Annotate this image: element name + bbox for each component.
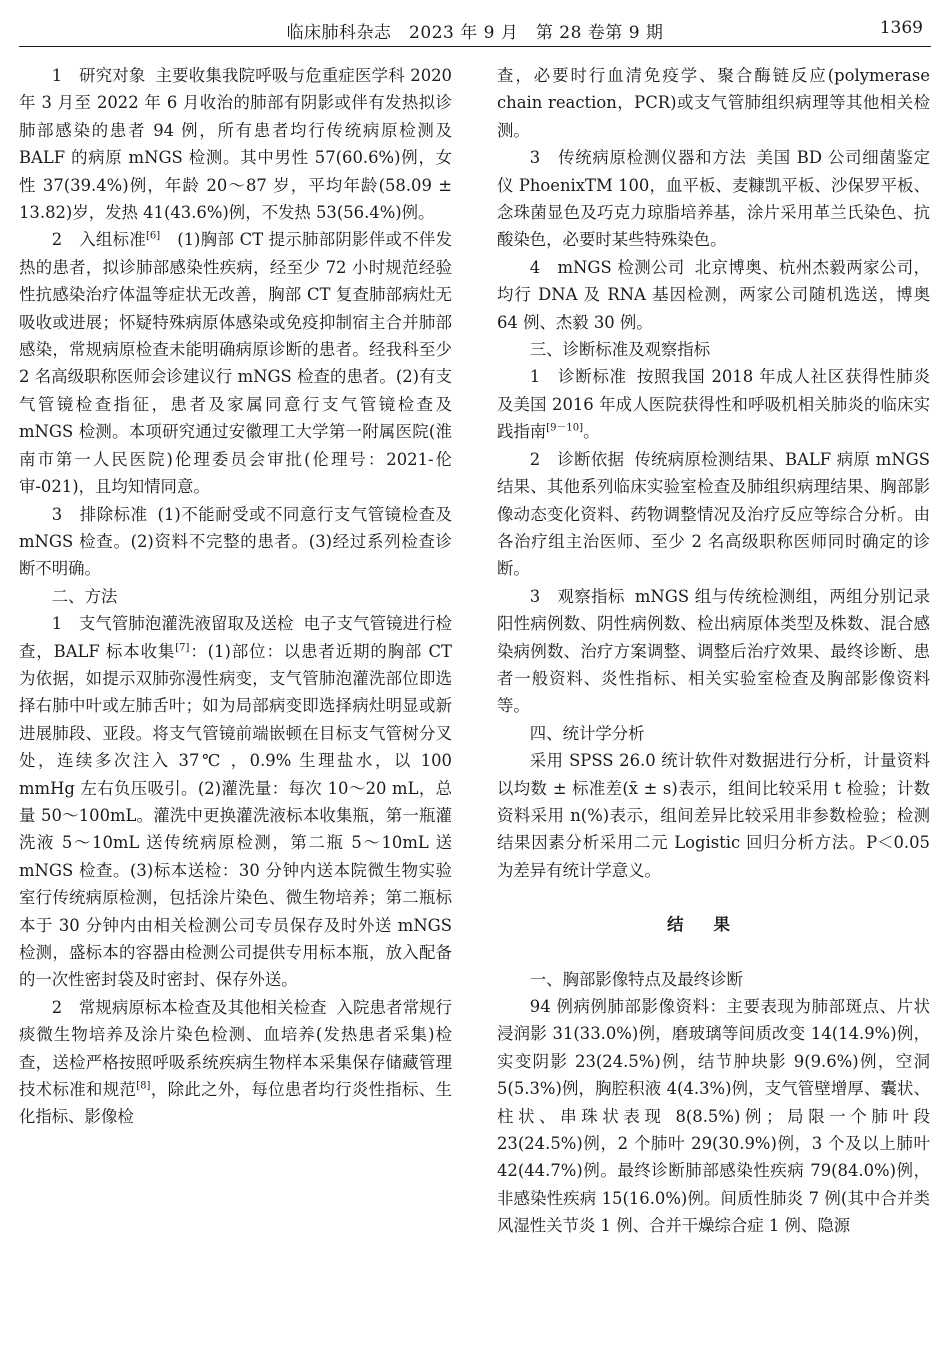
paragraph-traditional-methods — [497, 144, 930, 254]
journal-info: 临床肺科杂志 2023 年 9 月 第 28 卷第 9 期 — [286, 23, 664, 43]
paragraph-text: 。 — [583, 422, 600, 442]
citation: [9－10] — [546, 422, 584, 434]
paragraph-statistics: 采用 SPSS 26.0 统计软件对数据进行分析，计量资料以均数 ± 标准差(x̄ ± s)表示，组间比较采用 t 检验；计数资料采用 n(%)表示，组间差异比较采用非参数检验；检测结果因素分析采用二元 Logistic 回归分析方法。P＜0.05 为差异有统计学意义。 — [497, 751, 930, 880]
paragraph-observation-indicators — [497, 583, 930, 720]
paragraph-text: 传统病原检测结果、BALF 病原 mNGS 结果、其他系列临床实验室检查及肺组织病理结果、胸部影像动态变化资料、药物调整情况及治疗反应等综合分析。由各治疗组主治医师、至少 2 名高级职称医师同时确定的诊断。 — [497, 449, 930, 579]
subsection-title: 2 入组标准 — [51, 230, 147, 250]
subsection-title: 4 mNGS 检测公司 — [529, 257, 685, 277]
paragraph-diagnostic-basis — [497, 446, 930, 583]
paragraph-continued: 查，必要时行血清免疫学、聚合酶链反应(polymerase chain reaction，PCR)或支气管肺组织病理等其他相关检测。 — [497, 66, 930, 140]
subsection-title: 1 研究对象 — [51, 66, 146, 85]
section-heading-diagnosis: 三、诊断标准及观察指标 — [529, 340, 711, 360]
subsection-title: 1 诊断标准 — [529, 367, 627, 387]
paragraph-text: 按照我国 2018 年成人社区获得性肺炎及美国 2016 年成人医院获得性和呼吸机相关肺炎的临床实践指南 — [497, 367, 930, 442]
citation: [7] — [175, 642, 190, 654]
paragraph-text: 美国 BD 公司细菌鉴定仪 PhoenixTM 100，血平板、麦糠凯平板、沙保罗平板、念珠菌显色及巧克力琼脂培养基，涂片采用革兰氏染色、抗酸染色，必要时某些特殊染色。 — [497, 148, 930, 250]
paragraph-imaging-results: 94 例病例肺部影像资料：主要表现为肺部斑点、片状浸润影 31(33.0%)例，磨玻璃等间质改变 14(14.9%)例，实变阴影 23(24.5%)例，结节肿块影 9(9.6%)例，空洞 5(5.3%)例，胸腔积液 4(4.3%)例，支气管壁增厚、囊状、柱状、串珠状表现 8(8.5%)例；局限一个肺叶段 23(24.5%)例，2 个肺叶 29(30.9%)例，3 个及以上肺叶 42(44.7%)例。最终诊断肺部感染性疾病 79(84.0%)例，非感染性疾病 15(16.0%)例。间质性肺炎 7 例(其中合并类风湿性关节炎 1 例、合并干燥综合症 1 例、隐源 — [497, 997, 930, 1236]
right-column — [497, 62, 930, 1240]
subsection-title: 3 排除标准 — [51, 504, 148, 524]
paragraph-text: 北京博奥、杭州杰毅两家公司，均行 DNA 及 RNA 基因检测，两家公司随机选送，博奥 64 例、杰毅 30 例。 — [497, 257, 930, 332]
paragraph-exclusion-criteria — [19, 501, 452, 583]
paragraph-mngs-companies — [497, 254, 930, 336]
section-title-results: 结果 — [667, 915, 760, 935]
paragraph-study-subjects — [19, 62, 452, 226]
paragraph-text: 入院患者常规行痰微生物培养及涂片染色检测、血培养(发热患者采集)检查，送检严格按照呼吸系统疾病生物样本采集保存储藏管理技术标准和规范 — [19, 997, 452, 1100]
paragraph-text: (1)胸部 CT 提示肺部阴影伴或不伴发热的患者，拟诊肺部感染性疾病，经至少 72 小时规范经验性抗感染治疗体温等症状无改善，胸部 CT 复查肺部病灶无吸收或进展；怀疑特殊病原体感染或免疫抑制宿主合并肺部感染，常规病原检查未能明确病原诊断的患者。经我科至少 2 名高级职称医师会诊建议行 mNGS 检查的患者。(2)有支气管镜检查指征，患者及家属同意行支气管镜检查及 mNGS 检测。本项研究通过安徽理工大学第一附属医院(淮南市第一人民医院)伦理委员会审批(伦理号：2021-伦审-021)，且均知情同意。 — [19, 230, 453, 497]
subsection-title: 2 诊断依据 — [529, 449, 625, 469]
subsection-title: 2 常规病原标本检查及其他相关检查 — [51, 997, 327, 1017]
paragraph-text: (1)不能耐受或不同意行支气管镜检查及 mNGS 检查。(2)资料不完整的患者。(3)经过系列检查诊断不明确。 — [19, 504, 452, 579]
subsection-title: 3 观察指标 — [529, 586, 625, 606]
page-number: 1369 — [879, 18, 923, 38]
section-heading-statistics: 四、统计学分析 — [529, 723, 645, 743]
citation: [6] — [146, 230, 161, 242]
paragraph-balf-collection — [19, 610, 452, 994]
subsection-title: 3 传统病原检测仪器和方法 — [529, 148, 747, 168]
section-heading-imaging: 一、胸部影像特点及最终诊断 — [529, 969, 743, 989]
paragraph-diagnostic-criteria — [497, 363, 930, 445]
paragraph-text: 电子支气管镜进行检查，BALF 标本收集 — [19, 614, 452, 661]
paragraph-routine-tests — [19, 994, 452, 1131]
citation: [8] — [136, 1080, 151, 1092]
paragraph-text: mNGS 组与传统检测组，两组分别记录阳性病例数、阴性病例数、检出病原体类型及株数、混合感染病例数、治疗方案调整、调整后治疗效果、最终诊断、患者一般资料、炎性指标、相关实验室检查及胸部影像资料等。 — [497, 586, 930, 716]
paragraph-inclusion-criteria — [19, 226, 452, 500]
paragraph-text: ：(1)部位：以患者近期的胸部 CT 为依据，如提示双肺弥漫性病变，支气管肺泡灌洗部位即选择右肺中叶或左肺舌叶；如为局部病变即选择病灶明显或新进展肺段、亚段。将支气管镜前端嵌顿在目标支气管树分叉处，连续多次注入 37℃ ，0.9% 生理盐水，以 100 mmHg 左右负压吸引。(2)灌洗量：每次 10～20 mL，总量 50～100mL。灌洗中更换灌洗液标本收集瓶，第一瓶灌洗液 5～10mL 送传统病原检测，第二瓶 5～10mL 送 mNGS 检查。(3)标本送检：30 分钟内送本院微生物实验室行传统病原检测，包括涂片染色、微生物培养；第二瓶标本于 30 分钟内由相关检测公司专员保存及时外送 mNGS 检测，盛标本的容器由检测公司提供专用标本瓶，放入配备的一次性密封袋及时密封、保存外送。 — [19, 641, 452, 990]
subsection-title: 1 支气管肺泡灌洗液留取及送检 — [51, 614, 294, 634]
paragraph-text: ，除此之外，每位患者均行炎性指标、生化指标、影像检 — [19, 1080, 453, 1127]
paragraph-text: 主要收集我院呼吸与危重症医学科 2020 年 3 月至 2022 年 6 月收治的肺部有阴影或伴有发热拟诊肺部感染的患者 94 例，所有患者均行传统病原检测及 BALF 的病原 mNGS 检测。其中男性 57(60.6%)例，女性 37(39.4%)例，年龄 20～87 岁，平均年龄(58.09 ± 13.82)岁，发热 41(43.6%)例，不发热 53(56.4%)例。 — [19, 66, 452, 223]
running-header — [19, 14, 931, 47]
section-heading-methods: 二、方法 — [51, 586, 118, 606]
left-column — [19, 62, 452, 1131]
